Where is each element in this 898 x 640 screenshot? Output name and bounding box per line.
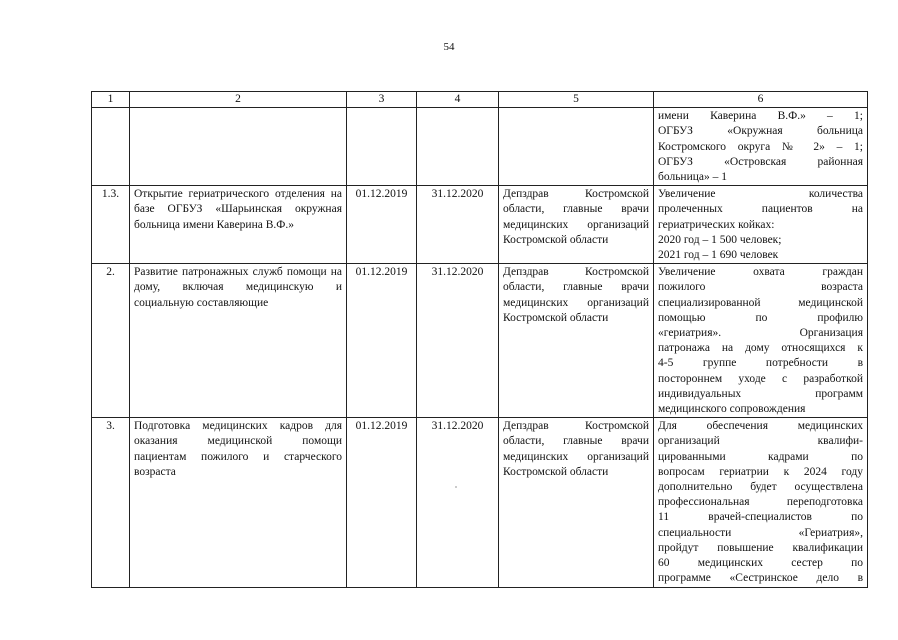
result-line: патронажа на дому относящихся к (658, 342, 863, 355)
executor: Депздрав Костромской области, главные врачи медицинских организаций Костромской области (499, 264, 654, 418)
header-cell-3: 3 (347, 92, 417, 108)
row-number: 1.3. (92, 186, 130, 264)
end-date: 31.12.2020 (417, 186, 499, 264)
end-date: 31.12.2020 (417, 264, 499, 418)
header-cell-2: 2 (130, 92, 347, 108)
result-line: медицинского сопровождения (658, 403, 806, 416)
scan-speck (455, 486, 457, 488)
executor: Депздрав Костромской области, главные врачи медицинских организаций Костромской области (499, 186, 654, 264)
result-line: вопросам гериатрии к 2024 году (658, 465, 863, 478)
result-line: Увеличение охвата граждан (658, 266, 863, 279)
table-row (92, 418, 868, 587)
header-cell-5: 5 (499, 92, 654, 108)
expected-result (654, 186, 868, 264)
result-line: имени Каверина В.Ф.» – 1; (658, 110, 863, 123)
result-line: организаций квалифи- (658, 435, 863, 448)
result-line: 4-5 группе потребности в (658, 357, 863, 370)
result-line: гериатрических койках: (658, 218, 775, 231)
result-line: специализированной медицинской (658, 296, 863, 309)
result-line: Костромского округа № 2» – 1; (658, 140, 863, 153)
header-cell-1: 1 (92, 92, 130, 108)
result-line: 2020 год – 1 500 человек; (658, 233, 782, 246)
end-date (417, 108, 499, 186)
result-line: специальности «Гериатрия», (658, 526, 863, 539)
result-line: Увеличение количества (658, 188, 863, 201)
expected-result (654, 108, 868, 186)
result-line: больница» – 1 (658, 171, 727, 184)
page-number: 54 (443, 41, 455, 53)
result-line: пожилого возраста (658, 281, 863, 294)
table-row (92, 264, 868, 418)
action-plan-table (91, 91, 868, 588)
start-date: 01.12.2019 (347, 264, 417, 418)
activity-name: Развитие патронажных служб помощи на дому, включая медицинскую и социальную составляющие (130, 264, 347, 418)
result-line: дополнительно будет осуществлена (658, 481, 863, 494)
header-cell-4: 4 (417, 92, 499, 108)
result-line: «гериатрия». Организация (658, 327, 863, 340)
result-line: индивидуальных программ (658, 387, 863, 400)
header-cell-6: 6 (654, 92, 868, 108)
expected-result (654, 264, 868, 418)
result-line: пролеченных пациентов на (658, 203, 863, 216)
executor (499, 108, 654, 186)
row-number (92, 108, 130, 186)
result-line: ОГБУЗ «Окружная больница (658, 125, 863, 138)
activity-name (130, 108, 347, 186)
row-number: 2. (92, 264, 130, 418)
result-line: 2021 год – 1 690 человек (658, 249, 779, 262)
activity-name: Подготовка медицинских кадров для оказания медицинской помощи пациентам пожилого и старческого возраста (130, 418, 347, 587)
result-line: цированными кадрами по (658, 450, 863, 463)
result-line: профессиональная переподготовка (658, 496, 863, 509)
result-line: пройдут повышение квалификации (658, 541, 863, 554)
table-row (92, 186, 868, 264)
result-line: 60 медицинских сестер по (658, 557, 863, 570)
header-row (92, 92, 868, 108)
result-line: постороннем уходе с разработкой (658, 372, 863, 385)
table-row (92, 108, 868, 186)
row-number: 3. (92, 418, 130, 587)
result-line: помощью по профилю (658, 311, 863, 324)
start-date: 01.12.2019 (347, 186, 417, 264)
executor: Депздрав Костромской области, главные врачи медицинских организаций Костромской области (499, 418, 654, 587)
end-date: 31.12.2020 (417, 418, 499, 587)
result-line: ОГБУЗ «Островская районная (658, 155, 863, 168)
start-date: 01.12.2019 (347, 418, 417, 587)
expected-result (654, 418, 868, 587)
result-line: 11 врачей-специалистов по (658, 511, 863, 524)
activity-name: Открытие гериатрического отделения на базе ОГБУЗ «Шарьинская окружная больница имени Каверина В.Ф.» (130, 186, 347, 264)
result-line: программе «Сестринское дело в (658, 572, 863, 585)
start-date (347, 108, 417, 186)
result-line: Для обеспечения медицинских (658, 420, 863, 433)
